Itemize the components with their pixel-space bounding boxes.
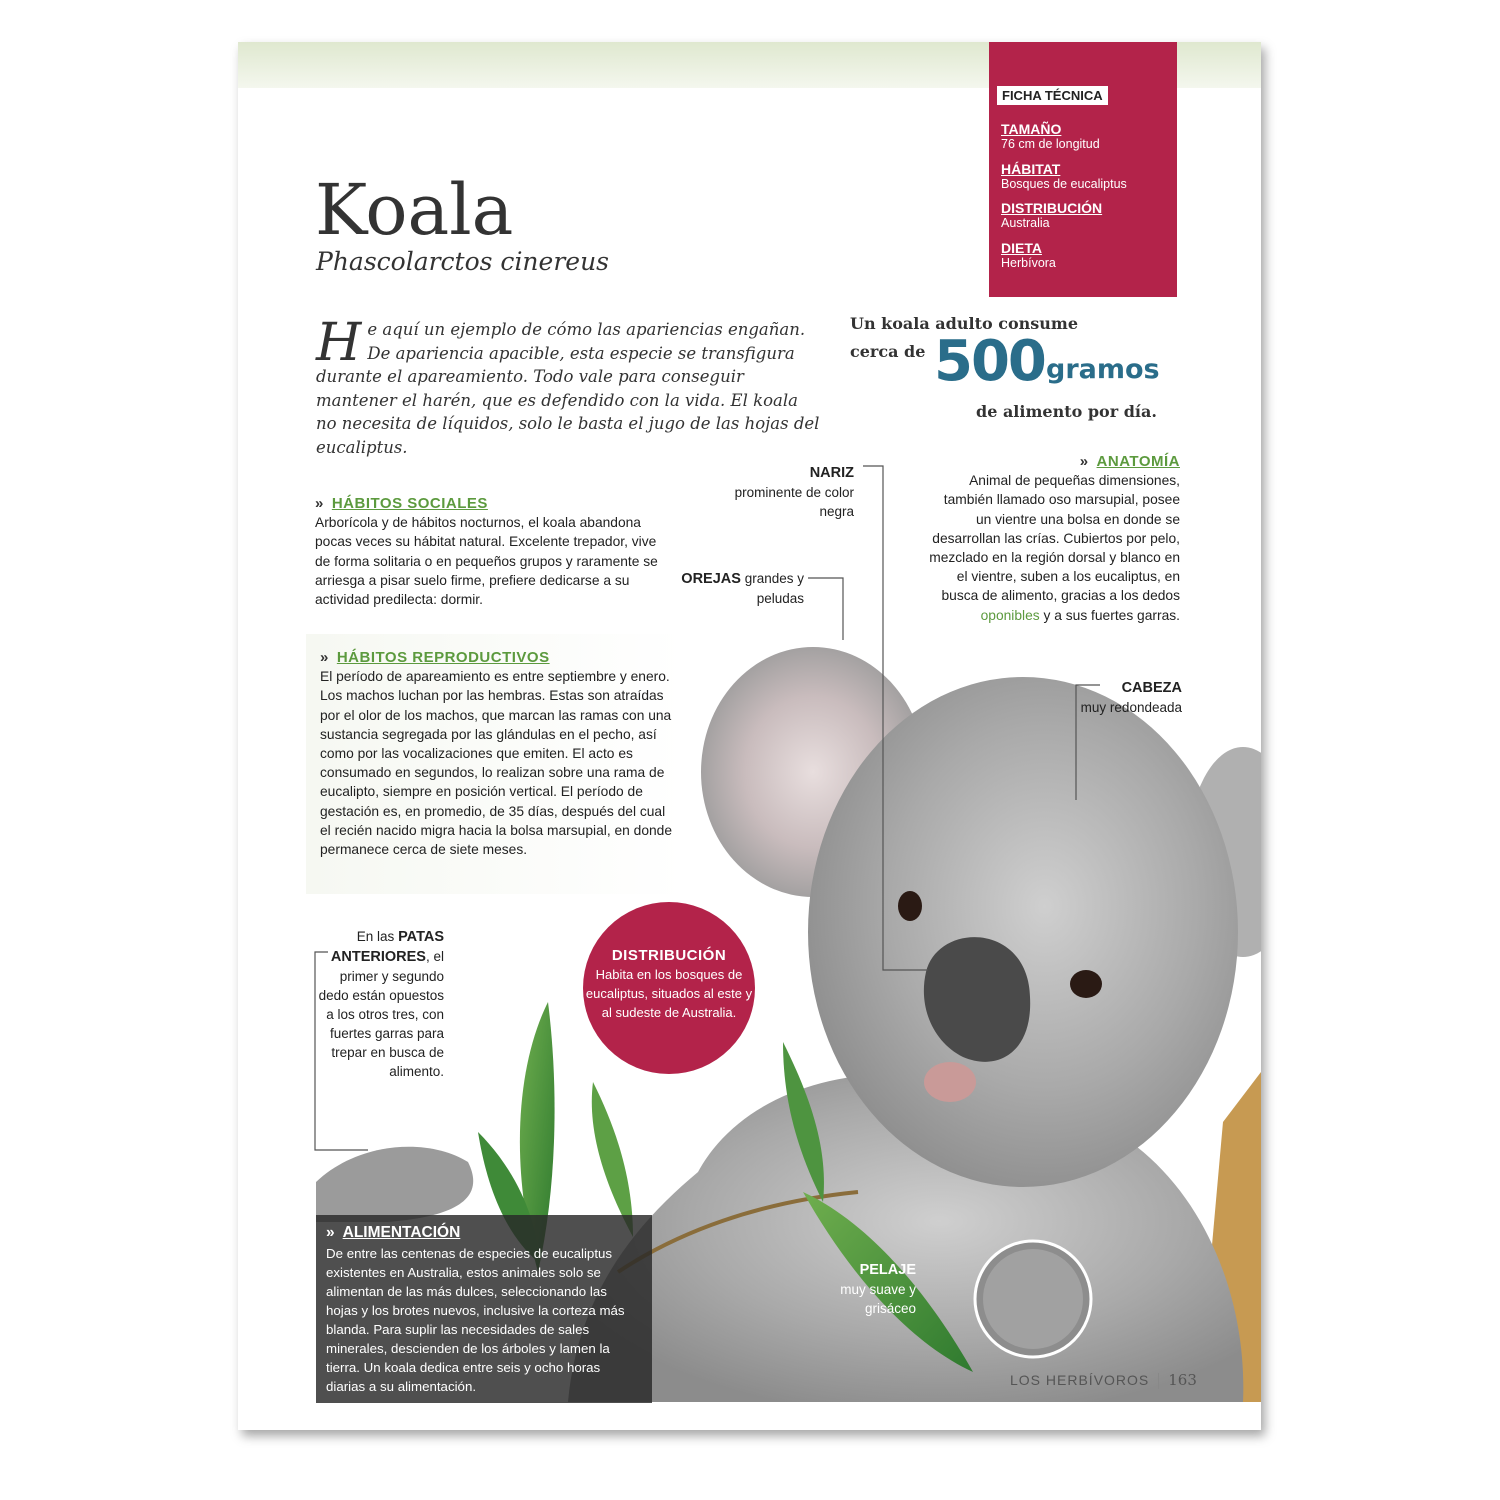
fact-number: 500	[934, 329, 1045, 394]
fact-unit: gramos	[1046, 354, 1160, 385]
chevron-right-icon: »	[315, 495, 324, 512]
label-title: NARIZ	[809, 465, 854, 481]
pelaje-label	[818, 1260, 916, 1318]
koala-paw	[316, 1147, 473, 1222]
ficha-label: HÁBITAT	[1001, 161, 1061, 177]
section-text: Arborícola y de hábitos nocturnos, el koala abandona pocas veces su hábitat natural. Excelente trepador, vive de forma solitaria o en pequeños grupos y raramente se arriesga a pisar suelo firme, prefiere dedicarse a su actividad predilecta: dormir.	[315, 515, 658, 608]
section-text: De entre las centenas de especies de eucaliptus existentes en Australia, estos animales solo se alimentan de las más dulces, seleccionando las hojas y los brotes nuevos, inclusive la corteza más blanda. Para suplir las necesidades de sales minerales, descienden de los árboles y lamen la tierra. Un koala dedica entre seis y ocho horas diarias a su alimentación.	[326, 1246, 625, 1394]
ficha-value: 76 cm de longitud	[1001, 137, 1100, 151]
chevron-right-icon: »	[326, 1224, 335, 1241]
nariz-label	[708, 463, 854, 521]
label-pre: En las	[356, 929, 395, 944]
page-footer	[1010, 1371, 1197, 1389]
ficha-label: TAMAÑO	[1001, 121, 1062, 137]
chevron-right-icon: »	[1079, 453, 1089, 470]
koala-head	[808, 677, 1238, 1187]
koala-left-eye	[898, 891, 922, 921]
ficha-label: DISTRIBUCIÓN	[1001, 200, 1103, 216]
chevron-right-icon: »	[320, 649, 329, 666]
section-heading-text: HÁBITOS SOCIALES	[331, 495, 488, 512]
cabeza-label	[1080, 678, 1182, 717]
label-text: grandes y peludas	[744, 571, 804, 606]
ficha-item	[1001, 241, 1171, 270]
label-title: PELAJE	[859, 1262, 916, 1278]
fur-closeup-inner	[983, 1249, 1083, 1349]
page-number: 163	[1168, 1371, 1197, 1389]
ficha-value: Australia	[1001, 216, 1050, 230]
orejas-label	[678, 569, 804, 608]
drop-cap: H	[316, 313, 362, 373]
label-title: PATAS ANTERIORES	[330, 929, 444, 965]
habitos-sociales-section	[315, 494, 675, 609]
intro-paragraph	[316, 313, 821, 460]
koala-mouth	[924, 1062, 976, 1102]
section-heading	[326, 1224, 652, 1242]
section-heading-text: ALIMENTACIÓN	[342, 1224, 461, 1241]
ficha-title: FICHA TÉCNICA	[997, 86, 1108, 105]
ficha-item	[1001, 162, 1171, 191]
label-title: OREJAS	[681, 571, 741, 587]
label-text: muy redondeada	[1080, 700, 1182, 715]
fact-line-2: cerca de	[850, 342, 926, 361]
distribucion-circle	[583, 902, 755, 1074]
intro-text: e aquí un ejemplo de cómo las apariencias engañan. De apariencia apacible, esta especie se transfigura durante el apareamiento. Todo vale para conseguir mantener el harén, que es defendido con la vida. El koala no necesita de líquidos, solo le basta el jugo de las hojas del eucaliptus.	[316, 320, 820, 457]
ficha-label: DIETA	[1001, 240, 1042, 256]
orejas-callout-line	[808, 578, 843, 640]
ficha-tecnica-box	[989, 42, 1177, 297]
section-heading-text: ANATOMÍA	[1096, 453, 1180, 470]
footer-divider	[1158, 1373, 1159, 1389]
footer-section: LOS HERBÍVOROS	[1010, 1372, 1150, 1388]
fact-line-1: Un koala adulto consume	[850, 314, 1078, 333]
scientific-name: Phascolarctos cinereus	[316, 247, 610, 276]
fact-line-3: de alimento por día.	[976, 402, 1157, 421]
page-title: Koala	[315, 169, 514, 251]
habitos-reproductivos-section	[320, 648, 675, 859]
section-heading	[315, 494, 675, 513]
section-text: El período de apareamiento es entre septiembre y enero. Los machos luchan por las hembras. Estas son atraídas por el olor de los machos, que marcan las ramas con una sustancia segregada por las glándulas en el pecho, así como por las vocalizaciones que emiten. El acto es consumado en segundos, lo realizan sobre una rama de eucalipto, siempre en posición vertical. El período de gestación es, en promedio, de 35 días, después del cual el recién nacido migra hacia la bolsa marsupial, en donde permanece cerca de siete meses.	[320, 669, 673, 858]
section-heading	[928, 452, 1180, 471]
ficha-value: Bosques de eucaliptus	[1001, 177, 1127, 191]
section-heading-text: HÁBITOS REPRODUCTIVOS	[336, 649, 550, 666]
eucalyptus-leaf-2	[592, 1082, 633, 1237]
anatomia-highlight: oponibles	[980, 607, 1040, 623]
koala-right-eye	[1070, 970, 1102, 998]
label-text: prominente de color negra	[734, 485, 854, 519]
distribucion-text: Habita en los bosques de eucaliptus, situados al este y al sudeste de Australia.	[585, 967, 753, 1020]
section-heading	[320, 648, 675, 667]
magazine-page	[238, 42, 1261, 1430]
anatomia-section	[928, 452, 1180, 625]
anatomia-text: Animal de pequeñas dimensiones, también llamado oso marsupial, posee un vientre una bolsa en donde se desarrollan las crías. Cubiertos por pelo, mezclado en la región dorsal y blanco en el vientre, suben a los eucaliptus, en busca de alimento, gracias a los dedos	[929, 473, 1180, 604]
label-text: el primer y segundo dedo están opuestos a los otros tres, con fuertes garras para trepar en busca de alimento.	[318, 949, 444, 1079]
ficha-value: Herbívora	[1001, 256, 1056, 270]
alimentacion-box	[316, 1215, 652, 1403]
anatomia-tail: y a sus fuertes garras.	[1039, 607, 1180, 623]
patas-label: En las PATAS ANTERIORES, el primer y segundo dedo están opuestos a los otros tres, con fuertes garras para trepar en busca de alimento.	[318, 929, 444, 1079]
label-title: CABEZA	[1121, 680, 1182, 696]
label-text: muy suave y grisáceo	[840, 1282, 916, 1316]
distribucion-heading: DISTRIBUCIÓN	[611, 947, 727, 964]
ficha-item	[1001, 201, 1171, 230]
section-text	[928, 471, 1180, 625]
ficha-item	[1001, 122, 1171, 151]
